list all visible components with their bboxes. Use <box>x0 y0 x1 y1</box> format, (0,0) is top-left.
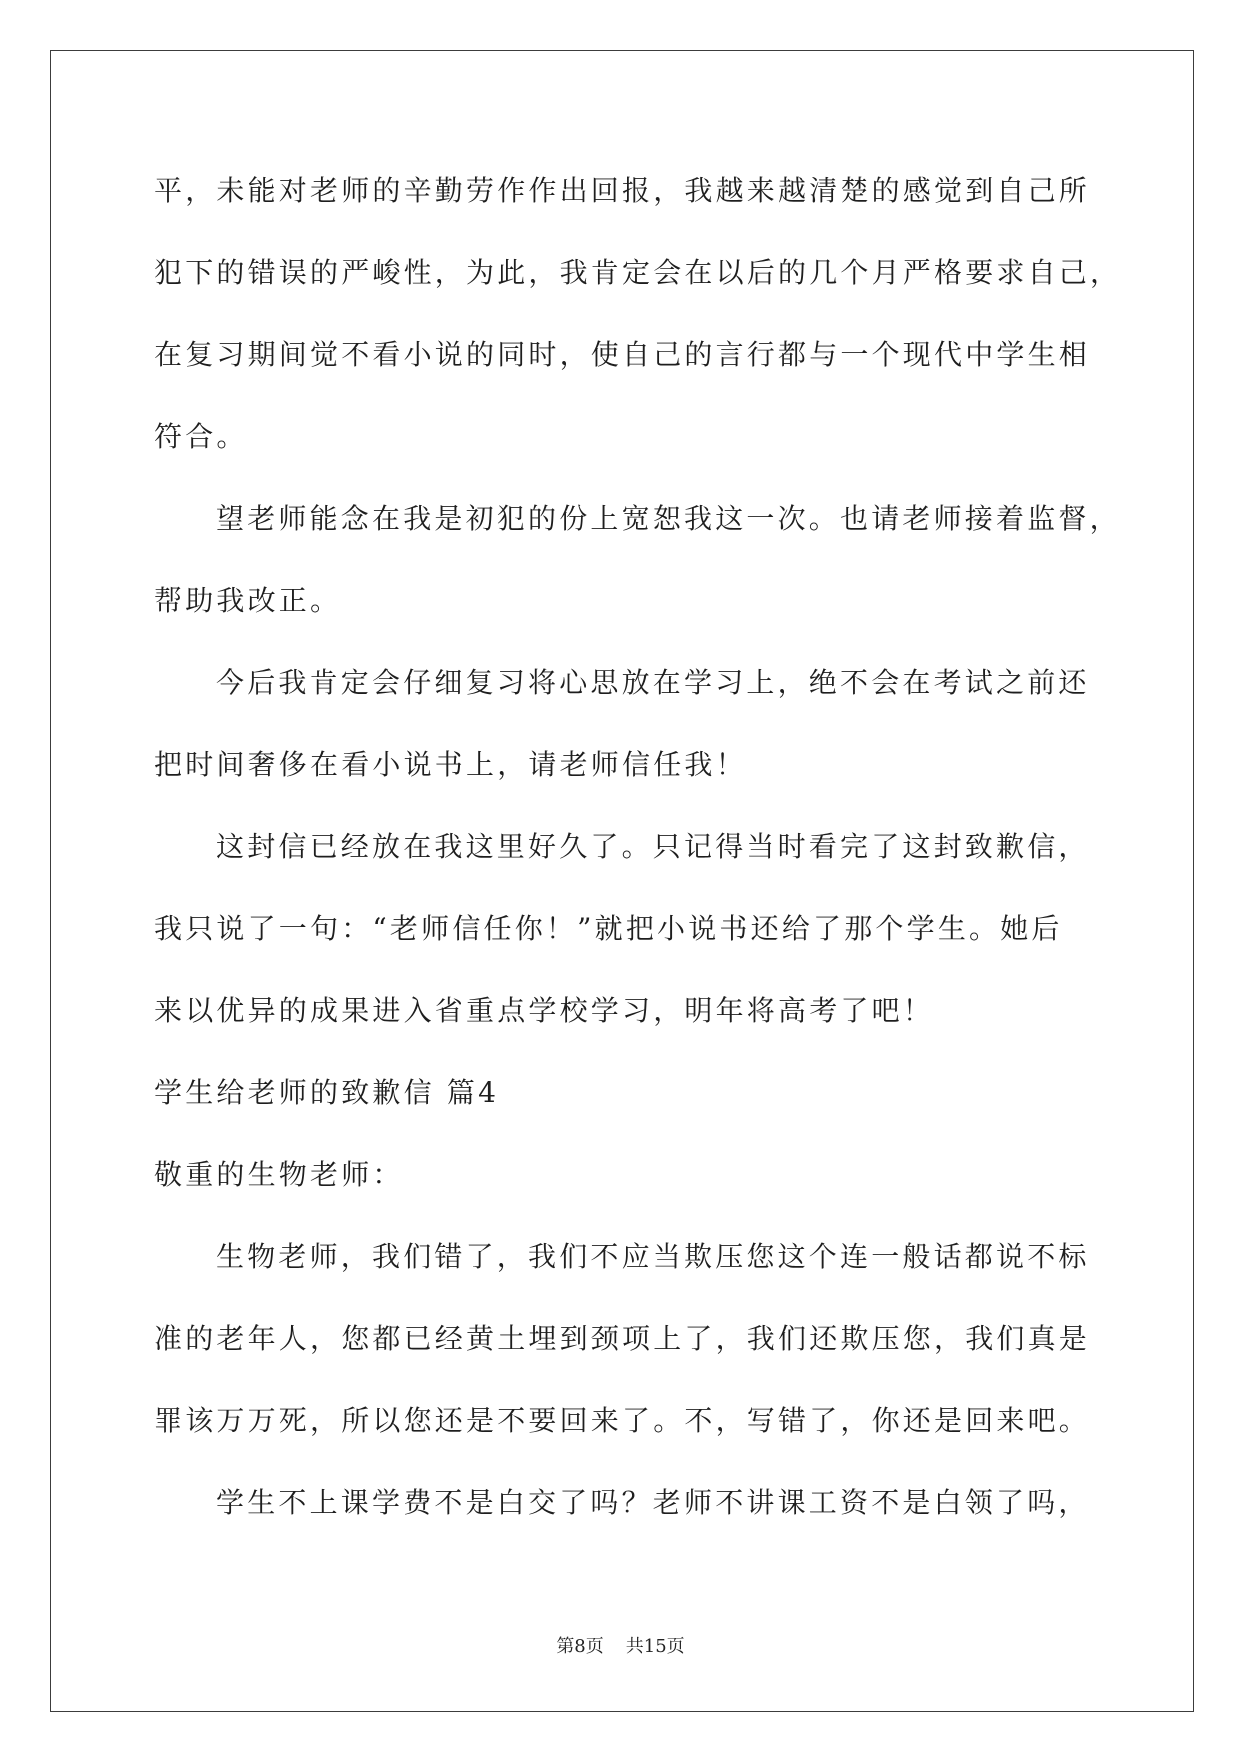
text-line: 这封信已经放在我这里好久了。只记得当时看完了这封致歉信， <box>216 830 1090 863</box>
paragraph <box>154 806 1090 1052</box>
text-line: 准的老年人，您都已经黄土埋到颈项上了，我们还欺压您，我们真是 <box>154 1322 1091 1355</box>
text-line: 学生不上课学费不是白交了吗？老师不讲课工资不是白领了吗， <box>216 1486 1090 1519</box>
text-line: 罪该万万死，所以您还是不要回来了。不，写错了，你还是回来吧。 <box>154 1404 1091 1437</box>
page-footer <box>0 1634 1241 1660</box>
text-line: 符合。 <box>154 420 248 453</box>
text-line: 平，未能对老师的辛勤劳作作出回报，我越来越清楚的感觉到自己所 <box>154 174 1091 207</box>
text-line: 望老师能念在我是初犯的份上宽恕我这一次。也请老师接着监督， <box>216 502 1121 535</box>
page-total: 共15页 <box>625 1636 685 1657</box>
page-number: 第8页 <box>556 1636 604 1657</box>
paragraph <box>154 478 1121 642</box>
paragraph <box>154 1216 1090 1462</box>
text-line: 来以优异的成果进入省重点学校学习，明年将高考了吧！ <box>154 994 935 1027</box>
text-line: 今后我肯定会仔细复习将心思放在学习上，绝不会在考试之前还 <box>216 666 1090 699</box>
text-line: 我只说了一句：“老师信任你！”就把小说书还给了那个学生。她后 <box>154 912 1063 945</box>
paragraph <box>154 150 1122 478</box>
salutation: 敬重的生物老师： <box>154 1158 404 1191</box>
text-line: 帮助我改正。 <box>154 584 342 617</box>
paragraph <box>154 642 1090 806</box>
text-line: 生物老师，我们错了，我们不应当欺压您这个连一般话都说不标 <box>216 1240 1090 1273</box>
text-line: 把时间奢侈在看小说书上，请老师信任我！ <box>154 748 747 781</box>
section-heading: 学生给老师的致歉信 篇4 <box>154 1076 500 1109</box>
paragraph <box>154 1462 1090 1544</box>
text-line: 犯下的错误的严峻性，为此，我肯定会在以后的几个月严格要求自己， <box>154 256 1122 289</box>
text-line: 在复习期间觉不看小说的同时，使自己的言行都与一个现代中学生相 <box>154 338 1091 371</box>
document-body <box>154 150 1122 1544</box>
